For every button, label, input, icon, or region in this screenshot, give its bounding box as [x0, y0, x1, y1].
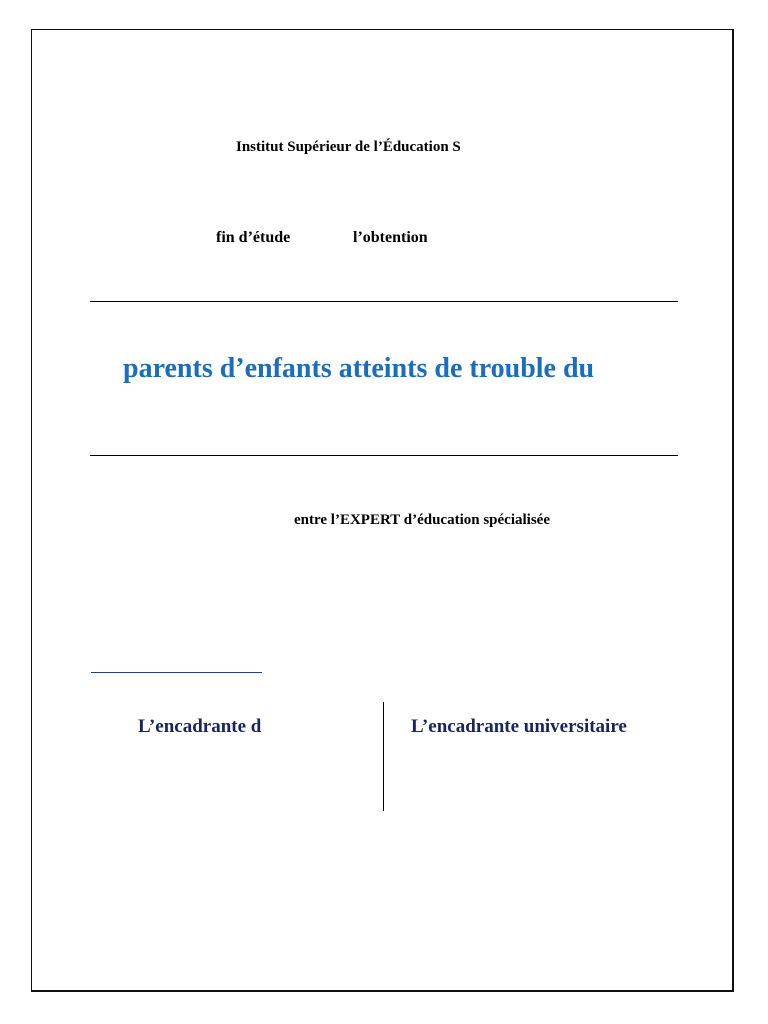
- title-bottom-rule: [90, 455, 678, 456]
- title-top-rule: [90, 301, 678, 302]
- purpose-text-left: fin d’étude: [216, 229, 291, 246]
- presented-by-text: entre l’EXPERT d’éducation spécialisée: [294, 512, 550, 528]
- thesis-title: parents d’enfants atteints de trouble du: [123, 353, 595, 384]
- purpose-text-right: l’obtention: [353, 229, 428, 246]
- supervisor-left-label: L’encadrante d: [138, 716, 262, 737]
- institute-name: Institut Supérieur de l’Éducation S: [236, 139, 461, 155]
- supervisor-divider: [383, 702, 384, 811]
- author-underline: [91, 672, 262, 673]
- page-border: [31, 29, 734, 992]
- supervisor-right-label: L’encadrante universitaire: [411, 716, 627, 737]
